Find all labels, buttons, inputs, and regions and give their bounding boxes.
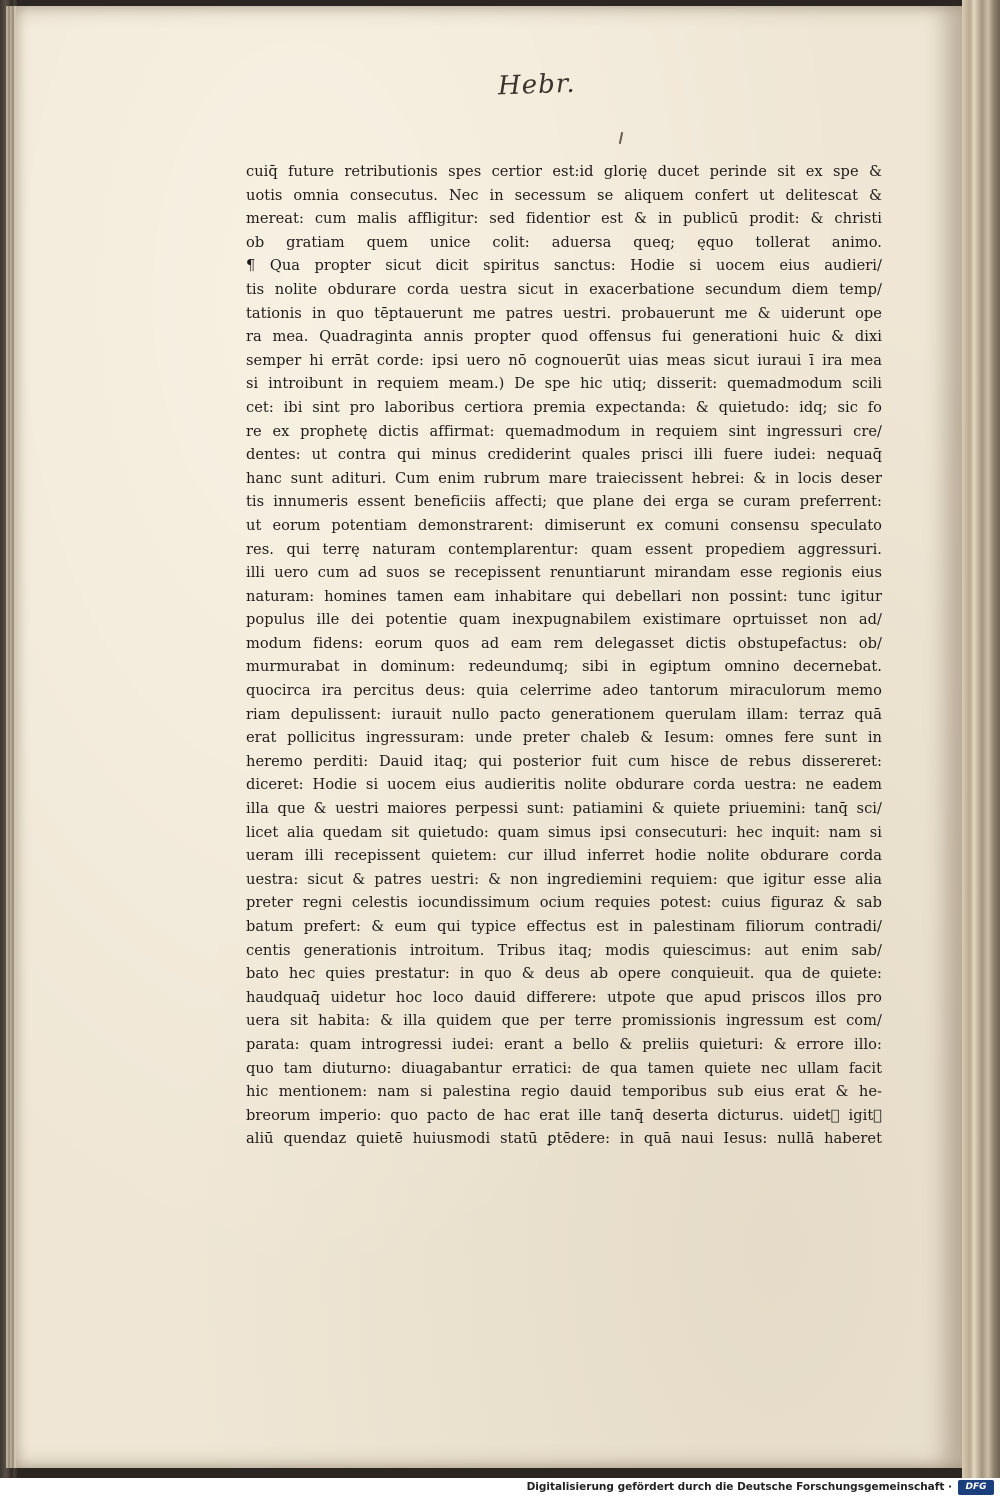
text-line: tis innumeris essent beneficiis affecti; que plane dei erga se curam preferrent: <box>246 493 882 511</box>
main-text-block <box>246 160 882 1151</box>
text-line: uotis omnia consecutus. Nec in secessum se aliquem confert ut delitescat & <box>246 186 882 204</box>
left-page-edges <box>6 6 16 1468</box>
text-line: parata: quam introgressi iudei: erant a bello & preliis quieturi: & errore illo: <box>246 1035 882 1053</box>
text-line: tationis in quo tēptauerunt me patres uestri. probauerunt me & uiderunt ope <box>246 304 882 322</box>
text-line: murmurabat in dominum: redeundumq; sibi in egiptum omnino decernebat. <box>246 658 882 676</box>
text-line: batum prefert: & eum qui typice effectus est in palestinam filiorum contradi/ <box>246 918 882 935</box>
text-line: heremo perditi: Dauid itaq; qui posterior fuit cum hisce de rebus dissereret: <box>246 752 882 770</box>
text-line: hanc sunt adituri. Cum enim rubrum mare traiecissent hebrei: & in locis deser <box>246 469 882 487</box>
text-line: res. qui terrę naturam contemplarentur: quam essent propediem aggressuri. <box>246 540 882 558</box>
text-line: diceret: Hodie si uocem eius audieritis nolite obdurare corda uestra: ne eadem <box>246 776 882 794</box>
text-line: dentes: ut contra qui minus crediderint quales prisci illi fuere iudei: nequaq̄ <box>246 446 882 464</box>
right-page-edges <box>962 0 1000 1478</box>
text-line: uestra: sicut & patres uestri: & non ingrediemini requiem: que igitur esse alia <box>246 870 882 888</box>
text-line: riam depulissent: iurauit nullo pacto generationem querulam illam: terraz quā <box>246 705 882 723</box>
text-line: quo tam diuturno: diuagabantur erratici: de qua tamen quiete nec ullam facit <box>246 1059 882 1077</box>
handwritten-annotation: Hebr. <box>497 68 577 102</box>
text-line: aliū quendaz quietē huiusmodi statū ꝑtēdere: in quā naui Iesus: nullā haberet <box>246 1130 882 1148</box>
text-line: ueram illi recepissent quietem: cur illud inferret hodie nolite obdurare corda <box>246 847 882 865</box>
text-line: modum fidens: eorum quos ad eam rem delegasset dictis obstupefactus: ob/ <box>246 634 882 652</box>
text-line: ra mea. Quadraginta annis propter quod offensus fui generationi huic & dixi <box>246 328 882 346</box>
text-line: cuiq̄ future retributionis spes certior est:id glorię ducet perinde sit ex spe & <box>246 163 882 180</box>
text-line: ¶ Qua propter sicut dicit spiritus sanctus: Hodie si uocem eius audieri/ <box>246 257 882 275</box>
text-line: quocirca ira percitus deus: quia celerrime adeo tantorum miraculorum memo <box>246 682 882 700</box>
text-line: preter regni celestis iocundissimum ocium requies potest: cuius figuraz & sab <box>246 894 882 912</box>
text-line: si introibunt in requiem meam.) De spe hic utiq; disserit: quemadmodum scili <box>246 375 882 393</box>
text-line: haudquaq̄ uidetur hoc loco dauid differere: utpote que apud priscos illos pro <box>246 988 882 1006</box>
text-line: hic mentionem: nam si palestina regio dauid temporibus sub eius erat & he- <box>246 1083 882 1101</box>
text-line: ob gratiam quem unice colit: aduersa queq; ęquo tollerat animo. <box>246 233 882 251</box>
text-line: centis generationis introitum. Tribus itaq; modis quiescimus: aut enim sab/ <box>246 941 882 959</box>
footer-bar <box>0 1478 1000 1498</box>
text-line: illi uero cum ad suos se recepissent renuntiarunt mirandam esse regionis eius <box>246 564 882 582</box>
text-line: ut eorum potentiam demonstrarent: dimiserunt ex comuni consensu speculato <box>246 516 882 534</box>
text-line: erat pollicitus ingressuram: unde preter chaleb & Iesum: omnes fere sunt in <box>246 729 882 747</box>
text-line: bato hec quies prestatur: in quo & deus ab opere conquieuit. qua de quiete: <box>246 965 882 983</box>
text-line: semper hi errāt corde: ipsi uero nō cognouerūt uias meas sicut iuraui ī ira mea <box>246 351 882 369</box>
funding-credit: Digitalisierung gefördert durch die Deutsche Forschungsgemeinschaft · <box>526 1481 952 1493</box>
text-line: re ex prophetę dictis affirmat: quemadmodum in requiem sint ingressuri cre/ <box>246 422 882 440</box>
text-line: breorum imperio: quo pacto de hac erat ille tanq̄ deserta dicturus. uidetᷣ igitᷣ <box>246 1106 882 1124</box>
dfg-logo-icon: DFG <box>958 1480 994 1495</box>
text-line: illa que & uestri maiores perpessi sunt: patiamini & quiete priuemini: tanq̄ sci/ <box>246 800 882 818</box>
text-line: cet: ibi sint pro laboribus certiora premia expectanda: & quietudo: idq; sic fo <box>246 398 882 416</box>
text-line: tis nolite obdurare corda uestra sicut in exacerbatione secundum diem temp/ <box>246 280 882 298</box>
text-line: uera sit habita: & illa quidem que per terre promissionis ingressum est com/ <box>246 1012 882 1030</box>
text-line: populus ille dei potentie quam inexpugnabilem existimare oprtuisset non ad/ <box>246 611 882 629</box>
text-line: licet alia quedam sit quietudo: quam simus ipsi consecuturi: hec inquit: nam si <box>246 823 882 841</box>
text-line: naturam: homines tamen eam inhabitare qui debellari non possint: tunc igitur <box>246 587 882 605</box>
text-line: mereat: cum malis affligitur: sed fidentior est & in publicū prodit: & christi <box>246 210 882 228</box>
